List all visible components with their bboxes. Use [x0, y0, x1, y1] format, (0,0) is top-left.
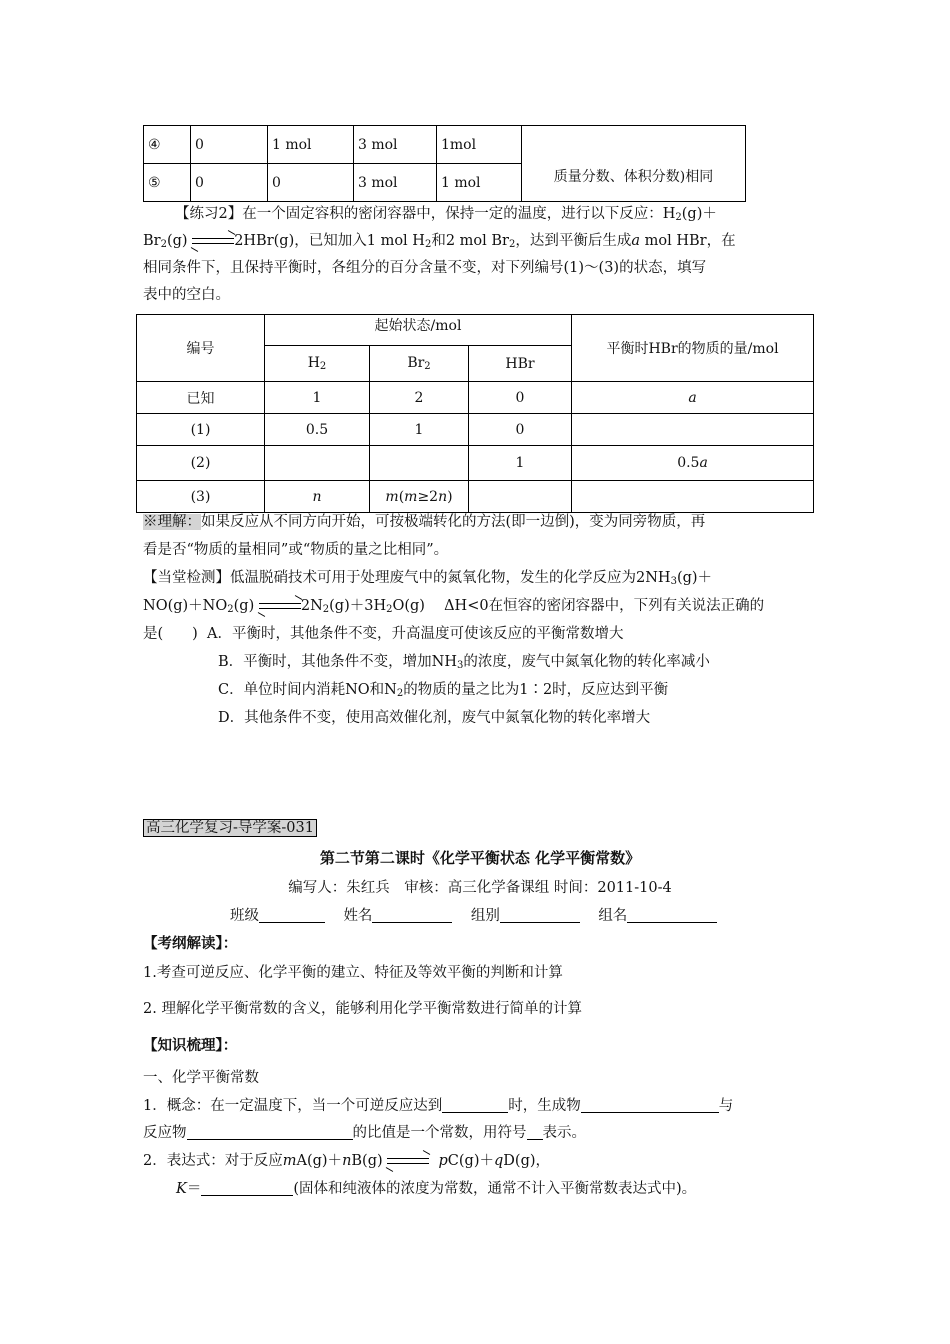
answer-blank-cell[interactable]	[370, 446, 469, 481]
table-cell: 1	[265, 382, 370, 414]
test-line2: $NO(g)+NO_2(g)$ $2N_2(g)+3H_2O(g)$ ΔH<0在恒容的密闭容器中，下列有关说法正确的	[143, 596, 764, 620]
knowledge-heading: 【知识梳理】：	[143, 1037, 238, 1054]
test-line3: 是( ) A．平衡时，其他条件不变，升高温度可使该反应的平衡常数增大	[143, 626, 624, 642]
table-cell: 1	[469, 446, 572, 481]
group-name-field[interactable]	[627, 906, 717, 923]
table-row	[144, 126, 746, 164]
table-cell: (3)	[137, 481, 265, 513]
concept-line2: 反应物 的比值是一个常数，用符号 表示。	[143, 1125, 586, 1141]
table-cell: 3 mol	[354, 126, 437, 164]
table-cell: 已知	[137, 382, 265, 414]
understanding-line1: ※理解：如果反应从不同方向开始，可按极端转化的方法(即一边倒)，变为同旁物质，再	[143, 514, 706, 530]
class-field[interactable]	[259, 906, 325, 923]
table-cell: (1)	[137, 414, 265, 446]
table-cell: 0.5	[265, 414, 370, 446]
document-tag: 高三化学复习-导学案-031	[143, 818, 317, 838]
table-cell: 0	[469, 382, 572, 414]
section-heading: 一、化学平衡常数	[143, 1070, 259, 1086]
table-cell: 1 mol	[437, 164, 522, 202]
exercise-2-line1: 【练习2】在一个固定容积的密闭容器中，保持一定的温度，进行以下反应：$H_2(g)+$	[175, 206, 717, 223]
equilibrium-arrow-icon	[192, 235, 234, 247]
exercise-2-line2: $Br_2(g)$ 2HBr(g)，已知加入1 mol $H_2$和2 mol $Br_2$，达到平衡后生成a mol HBr，在	[143, 231, 736, 255]
exercise-2-line4: 表中的空白。	[143, 287, 230, 303]
exercise-2-line3: 相同条件下，且保持平衡时，各组分的百分含量不变，对下列编号(1)～(3)的状态，填写	[143, 260, 707, 276]
test-line1: 【当堂检测】低温脱硝技术可用于处理废气中的氮氧化物，发生的化学反应为$2NH_3(g)+$	[143, 570, 713, 587]
column-header-id: 编号	[137, 315, 265, 382]
table-row	[137, 446, 814, 481]
table-row	[137, 414, 814, 446]
table-cell: ⑤	[144, 164, 191, 202]
option-b[interactable]: B．平衡时，其他条件不变，增加$NH_3$的浓度，废气中氮氧化物的转化率减小	[218, 654, 710, 671]
table-cell: 0	[191, 164, 268, 202]
table-cell: 2	[370, 382, 469, 414]
byline: 编写人：朱红兵 审核：高三化学备课组 时间：2011-10-4	[288, 880, 672, 896]
merged-note-cell: 质量分数、体积分数)相同	[522, 126, 746, 202]
table-cell: 0	[191, 126, 268, 164]
table-cell: 0	[268, 164, 354, 202]
equilibrium-arrow-icon	[387, 1155, 429, 1167]
outline-point-1: 1.考查可逆反应、化学平衡的建立、特征及等效平衡的判断和计算	[143, 965, 563, 981]
answer-blank[interactable]	[581, 1096, 719, 1113]
outline-point-2: 2. 理解化学平衡常数的含义，能够利用化学平衡常数进行简单的计算	[143, 1001, 582, 1017]
table-cell: n	[265, 481, 370, 513]
answer-blank[interactable]	[201, 1179, 293, 1196]
column-header-start: 起始状态/mol	[265, 315, 572, 346]
table-cell: 1 mol	[268, 126, 354, 164]
column-header-hbr: HBr	[469, 346, 572, 382]
table-cell: 1	[370, 414, 469, 446]
option-d[interactable]: D．其他条件不变，使用高效催化剂，废气中氮氧化物的转化率增大	[218, 710, 651, 726]
table-header-row	[137, 315, 814, 346]
option-c[interactable]: C．单位时间内消耗NO和$N_2$的物质的量之比为1∶2时，反应达到平衡	[218, 682, 669, 699]
column-header-eq: 平衡时HBr的物质的量/mol	[572, 315, 814, 382]
answer-blank-cell[interactable]	[469, 481, 572, 513]
table-cell: 0.5a	[572, 446, 814, 481]
table-cell: 0	[469, 414, 572, 446]
table-row	[137, 481, 814, 513]
equivalence-table-continued	[143, 125, 746, 202]
outline-heading: 【考纲解读】：	[143, 935, 238, 952]
name-field[interactable]	[372, 906, 452, 923]
concept-line1: 1．概念：在一定温度下，当一个可逆反应达到 时，生成物 与	[143, 1098, 734, 1114]
answer-blank-cell[interactable]	[265, 446, 370, 481]
lesson-title: 第二节第二课时《化学平衡状态 化学平衡常数》	[319, 849, 641, 867]
answer-blank[interactable]	[527, 1123, 543, 1140]
column-header-h2: $H_2$	[265, 346, 370, 382]
answer-blank-cell[interactable]	[572, 414, 814, 446]
equilibrium-arrow-icon	[259, 600, 301, 612]
table-row	[137, 382, 814, 414]
table-cell: (2)	[137, 446, 265, 481]
group-field[interactable]	[500, 906, 580, 923]
table-cell: ④	[144, 126, 191, 164]
column-header-br2: $Br_2$	[370, 346, 469, 382]
option-a[interactable]: A．平衡时，其他条件不变，升高温度可使该反应的平衡常数增大	[207, 626, 624, 642]
table-cell: a	[572, 382, 814, 414]
table-cell: 3 mol	[354, 164, 437, 202]
answer-blank[interactable]	[442, 1096, 508, 1113]
answer-blank[interactable]	[187, 1123, 353, 1140]
expression-line: 2．表达式：对于反应mA(g)＋nB(g) pC(g)＋qD(g)，	[143, 1151, 550, 1171]
k-expression-line: K＝ (固体和纯液体的浓度为常数，通常不计入平衡常数表达式中)。	[176, 1181, 697, 1197]
table-cell: 1mol	[437, 126, 522, 164]
table-cell: m(m≥2n)	[370, 481, 469, 513]
student-info-fields: 班级 姓名 组别 组名	[230, 904, 717, 925]
answer-blank-cell[interactable]	[572, 481, 814, 513]
understanding-line2: 看是否“物质的量相同”或“物质的量之比相同”。	[143, 542, 449, 558]
hbr-equilibrium-table	[136, 314, 814, 513]
